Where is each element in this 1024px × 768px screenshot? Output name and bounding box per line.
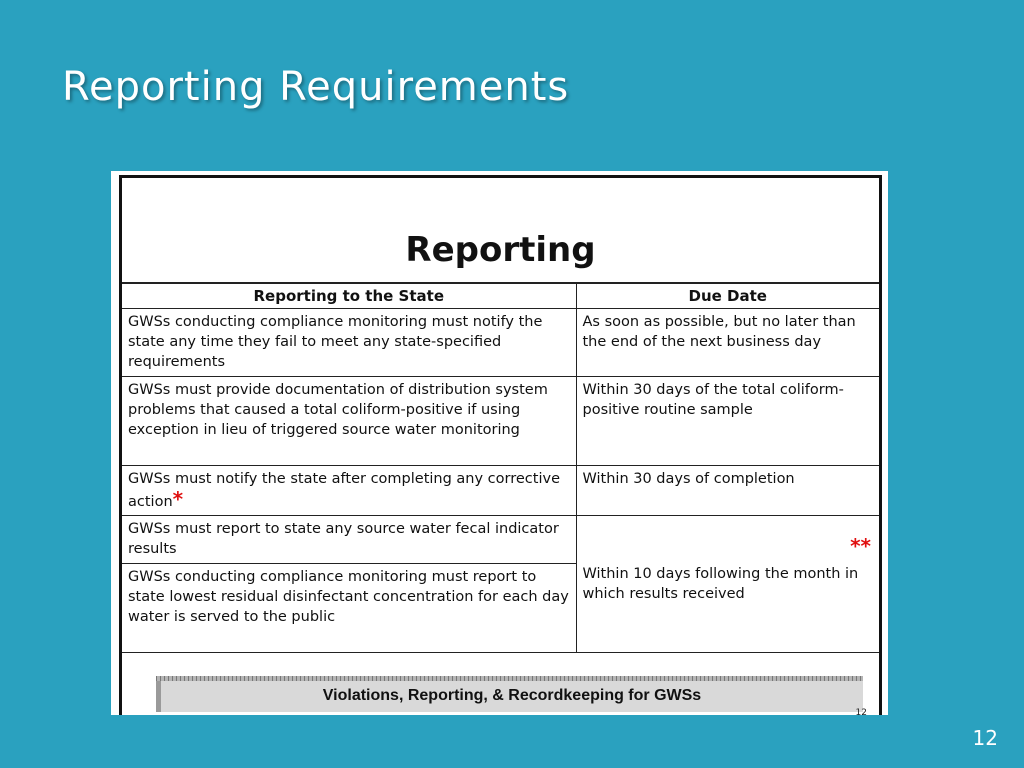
due-date-cell: Within 30 days of completion [576,466,879,516]
table-heading: Reporting [405,230,596,270]
column-header-reporting: Reporting to the State [122,283,576,309]
requirement-cell [122,466,576,516]
requirement-cell: GWSs must provide documentation of distribution system problems that caused a total coliform-positive if using exception in lieu of triggered source water monitoring [122,377,576,466]
footer-banner [156,676,863,712]
single-asterisk-marker: * [172,487,184,511]
slide-number: 12 [972,726,998,750]
merged-due-date-text: Within 10 days following the month in which results received [582,566,859,602]
due-date-cell: As soon as possible, but no later than the end of the next business day [576,309,879,377]
slide-title: Reporting Requirements [62,64,570,110]
due-date-cell: Within 30 days of the total coliform-positive routine sample [576,377,879,466]
column-header-due-date: Due Date [576,283,879,309]
figure-page-number: 12 [855,708,867,718]
figure-frame [119,175,882,718]
footer-banner-text: Violations, Reporting, & Recordkeeping for GWSs [322,687,702,704]
requirement-cell: GWSs must report to state any source water fecal indicator results [122,516,576,564]
table-row [122,309,879,377]
reporting-table-figure [111,171,888,718]
reporting-table [122,282,879,653]
table-header-row [122,283,879,309]
table-row [122,466,879,516]
requirement-text: GWSs must notify the state after completing any corrective action [128,471,560,510]
double-asterisk-marker: ** [850,534,871,558]
table-row [122,516,879,564]
merged-due-date-cell [576,516,879,653]
requirement-cell: GWSs conducting compliance monitoring must report to state lowest residual disinfectant concentration for each day water is served to the public [122,564,576,653]
requirement-cell: GWSs conducting compliance monitoring must notify the state any time they fail to meet any state-specified requirements [122,309,576,377]
table-row [122,377,879,466]
